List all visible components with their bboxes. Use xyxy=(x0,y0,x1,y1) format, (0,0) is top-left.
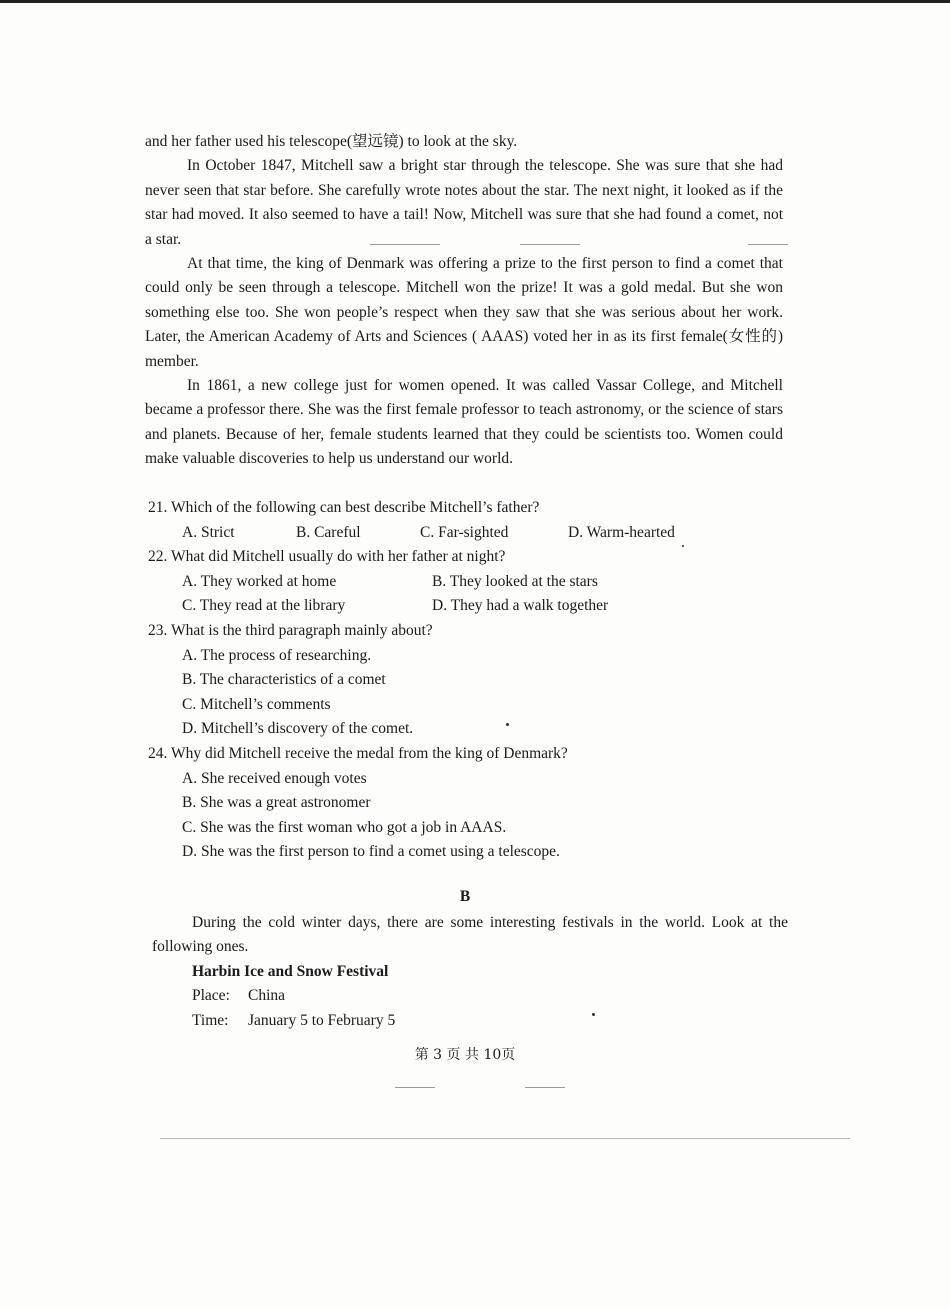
scan-top-border xyxy=(0,0,950,3)
festival-place-label: Place: xyxy=(192,987,230,1005)
question-24-option-d: D. She was the first person to find a comet using a telescope. xyxy=(182,843,560,861)
question-22-option-b: B. They looked at the stars xyxy=(432,572,598,590)
question-22-option-a: A. They worked at home xyxy=(182,572,337,590)
scan-artifact-speck xyxy=(592,1013,595,1016)
scan-artifact-speck xyxy=(506,723,509,726)
festival-time-label: Time: xyxy=(192,1011,229,1029)
scan-artifact-line xyxy=(370,244,440,245)
festival-place-value: China xyxy=(248,987,286,1005)
passage-paragraph-2: In October 1847, Mitchell saw a bright star through the telescope. She was sure that she had never seen that star before. She carefully wrote notes about the star. The next night, it looked as if the star had moved. It also seemed to have a tail! Now, Mitchell was sure that she had found a comet, not a star. xyxy=(145,157,783,248)
question-21-option-b: B. Careful xyxy=(296,523,361,541)
question-21-option-d: D. Warm-hearted xyxy=(568,523,675,541)
question-22-stem: 22. What did Mitchell usually do with her father at night? xyxy=(148,548,506,566)
question-21-options xyxy=(182,521,788,546)
question-22-option-d: D. They had a walk together xyxy=(432,597,609,615)
passage-paragraph-4: In 1861, a new college just for women opened. It was called Vassar College, and Mitchell became a professor there. She was the first female professor to teach astronomy, or the science of stars and planets. Because of her, female students learned that they could be scientists too. Women could make valuable discoveries to help us understand our world. xyxy=(145,377,783,468)
question-23-option-c: C. Mitchell’s comments xyxy=(182,695,331,713)
passage-paragraph-3: At that time, the king of Denmark was offering a prize to the first person to find a comet that could only be seen through a telescope. Mitchell won the prize! It was a gold medal. But she won something else too. She won people’s respect when they saw that she was serious about her work. Later, the American Academy of Arts and Sciences ( AAAS) voted her in as its first female(女性的) member. xyxy=(145,255,783,370)
scan-artifact-line xyxy=(520,244,580,245)
scan-artifact-speck xyxy=(682,545,684,547)
question-21-option-a: A. Strict xyxy=(182,523,235,541)
scan-artifact-line xyxy=(748,244,788,245)
page-number-footer: 第 3 页 共 10页 xyxy=(414,1047,516,1063)
festival-time xyxy=(192,1009,788,1033)
scan-artifact-line xyxy=(395,1087,435,1088)
question-24-option-a: A. She received enough votes xyxy=(182,769,367,787)
scan-artifact-line xyxy=(525,1087,565,1088)
question-23-stem: 23. What is the third paragraph mainly about? xyxy=(148,621,433,639)
festival-name: Harbin Ice and Snow Festival xyxy=(192,962,389,980)
question-21-stem: 21. Which of the following can best describe Mitchell’s father? xyxy=(148,499,540,516)
festival-time-value: January 5 to February 5 xyxy=(248,1011,396,1029)
question-21-option-c: C. Far-sighted xyxy=(420,523,509,541)
scan-artifact-line xyxy=(160,1138,850,1139)
question-22-options-row-1 xyxy=(182,570,788,595)
question-23-option-a: A. The process of researching. xyxy=(182,646,372,664)
section-b-intro: During the cold winter days, there are some interesting festivals in the world. Look at the following ones. xyxy=(152,914,788,956)
question-22-options-row-2 xyxy=(182,594,788,619)
question-23-option-b: B. The characteristics of a comet xyxy=(182,671,386,689)
question-24-stem: 24. Why did Mitchell receive the medal from the king of Denmark? xyxy=(148,744,568,762)
question-24-option-c: C. She was the first woman who got a job in AAAS. xyxy=(182,818,507,836)
passage-paragraph-1: and her father used his telescope(望远镜) to look at the sky. xyxy=(145,133,518,150)
question-22-option-c: C. They read at the library xyxy=(182,597,346,615)
question-23-option-d: D. Mitchell’s discovery of the comet. xyxy=(182,720,414,738)
section-b-content xyxy=(152,911,788,1033)
section-b-heading: B xyxy=(459,888,471,905)
question-24-option-b: B. She was a great astronomer xyxy=(182,794,371,812)
reading-passage xyxy=(145,130,783,472)
festival-place xyxy=(192,984,788,1008)
question-list xyxy=(148,496,788,865)
